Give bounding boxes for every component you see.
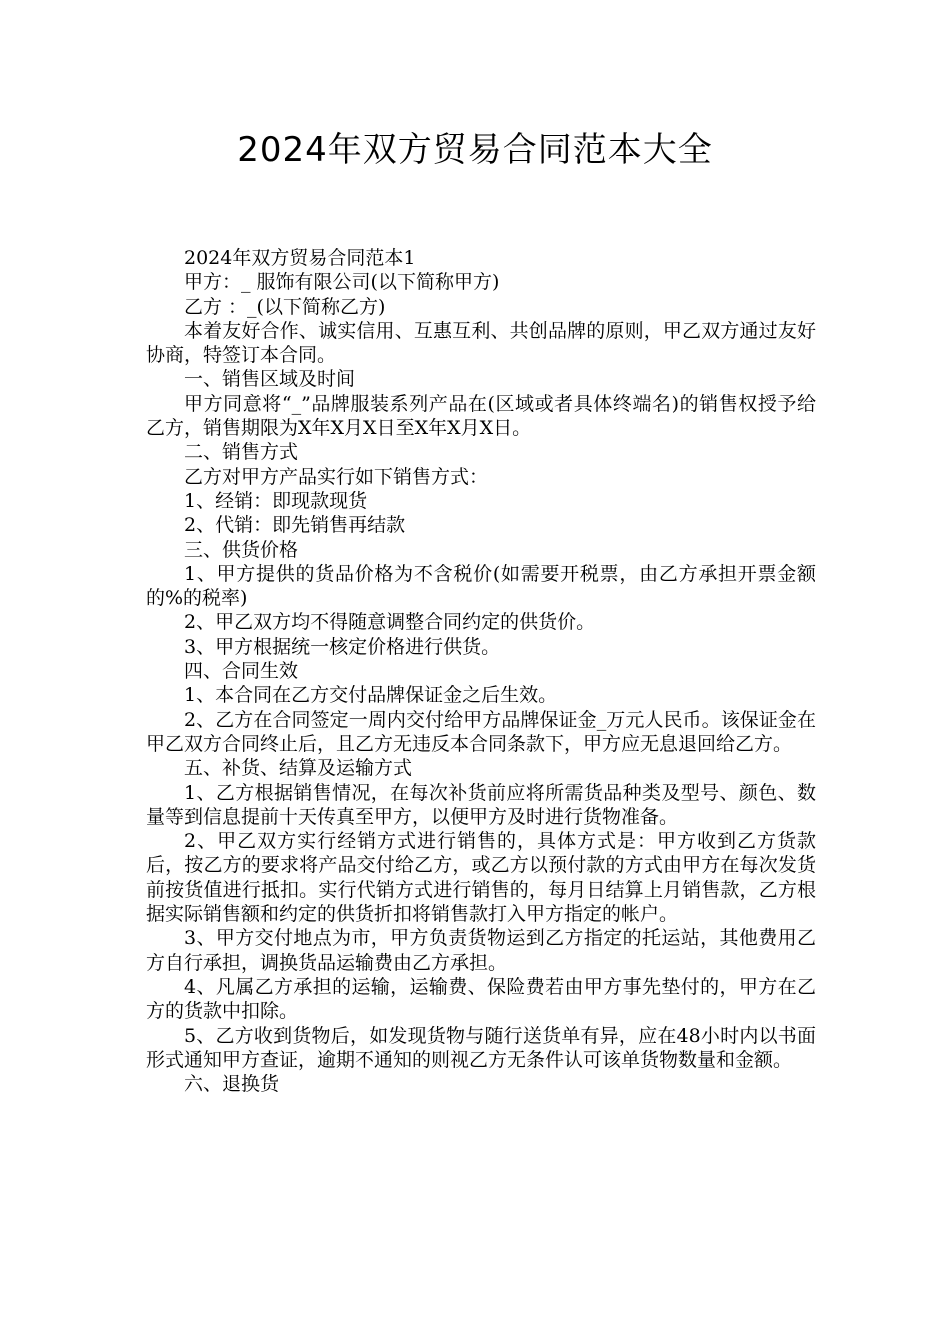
- section-heading: 三、供货价格: [184, 538, 299, 561]
- paragraph: 1、经销：即现款现货: [184, 489, 368, 512]
- paragraph: 甲方同意将“_”品牌服装系列产品在(区域或者具体终端名)的销售权授予给乙方，销售期限为X年X月X日至X年X月X日。: [146, 392, 816, 440]
- paragraph: 2、甲乙双方均不得随意调整合同约定的供货价。: [184, 611, 596, 634]
- document-title: 2024年双方贸易合同范本大全: [237, 130, 713, 170]
- section-heading: 一、销售区域及时间: [184, 368, 356, 391]
- paragraph: 乙方对甲方产品实行如下销售方式：: [184, 465, 489, 488]
- paragraph: 1、甲方提供的货品价格为不含税价(如需要开税票，由乙方承担开票金额的%的税率): [146, 562, 816, 610]
- paragraph: 2、甲乙双方实行经销方式进行销售的，具体方式是：甲方收到乙方货款后，按乙方的要求将产品交付给乙方，或乙方以预付款的方式由甲方在每次发货前按货值进行抵扣。实行代销方式进行销售的，每月日结算上月销售款，乙方根据实际销售额和约定的供货折扣将销售款打入甲方指定的帐户。: [146, 830, 816, 926]
- paragraph: 1、本合同在乙方交付品牌保证金之后生效。: [184, 684, 558, 707]
- paragraph: 3、甲方交付地点为市，甲方负责货物运到乙方指定的托运站，其他费用乙方自行承担，调换货品运输费由乙方承担。: [146, 927, 816, 974]
- paragraph: 3、甲方根据统一核定价格进行供货。: [184, 635, 501, 658]
- paragraph: 乙方 ：_(以下简称乙方): [184, 295, 386, 318]
- paragraph: 5、乙方收到货物后，如发现货物与随行送货单有异，应在48小时内以书面形式通知甲方查证，逾期不通知的则视乙方无条件认可该单货物数量和金额。: [146, 1024, 816, 1071]
- paragraph: 甲方：_ 服饰有限公司(以下简称甲方): [184, 271, 500, 294]
- document-body: [146, 246, 816, 1096]
- paragraph: 本着友好合作、诚实信用、互惠互利、共创品牌的原则，甲乙双方通过友好协商，特签订本合同。: [146, 319, 816, 367]
- paragraph: 2024年双方贸易合同范本1: [184, 247, 416, 269]
- section-heading: 五、补货、结算及运输方式: [184, 757, 413, 780]
- paragraph: 2、乙方在合同签定一周内交付给甲方品牌保证金_万元人民币。该保证金在甲乙双方合同终止后，且乙方无违反本合同条款下，甲方应无息退回给乙方。: [146, 708, 816, 755]
- section-heading: 四、合同生效: [184, 660, 299, 683]
- section-heading: 二、销售方式: [184, 441, 299, 464]
- section-heading: 六、退换货: [184, 1073, 280, 1096]
- paragraph: 2、代销：即先销售再结款: [184, 514, 406, 537]
- paragraph: 1、乙方根据销售情况，在每次补货前应将所需货品种类及型号、颜色、数量等到信息提前十天传真至甲方，以便甲方及时进行货物准备。: [146, 781, 816, 828]
- paragraph: 4、凡属乙方承担的运输，运输费、保险费若由甲方事先垫付的，甲方在乙方的货款中扣除。: [146, 975, 816, 1023]
